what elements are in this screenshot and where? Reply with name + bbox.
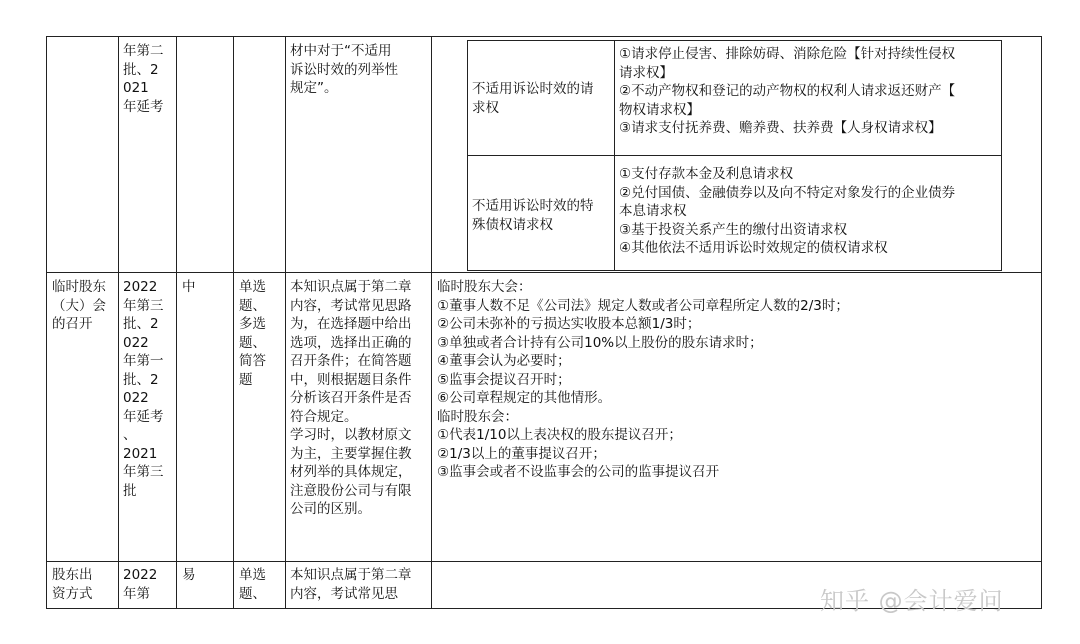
- row3-difficulty-cell: 易: [182, 567, 196, 583]
- row3-desc-cell: 本知识点属于第二章 内容，考试常见思: [290, 567, 412, 602]
- inner-row2-items: ①支付存款本金及利息请求权 ②兑付国债、金融债券以及向不特定对象发行的企业债券 本息请求权 ③基于投资关系产生的缴付出资请求权 ④其他依法不适用诉讼时效规定的债权请求权: [619, 166, 956, 256]
- row-divider-1: [46, 272, 1042, 273]
- inner-table-top: [467, 40, 1002, 41]
- inner-table-left: [467, 40, 468, 271]
- col-line-0: [46, 36, 47, 609]
- inner-table-mid: [467, 155, 1002, 156]
- watermark: 知乎 @会计爱问: [820, 587, 1004, 615]
- row2-desc-cell: 本知识点属于第二章 内容，考试常见思路 为，在选择题中给出 选项，选择出正确的 召开条件；在简答题 中，则根据题目条件 分析该召开条件是否 符合规定。 学习时，以教材原文 为主，主要掌握住教 材列举的具体规定， 注意股份公司与有限 公司的区别。: [290, 279, 412, 517]
- col-line-5: [431, 36, 432, 609]
- col-line-1: [118, 36, 119, 609]
- row2-difficulty-cell: 中: [182, 279, 196, 295]
- row3-topic-cell: 股东出 资方式: [52, 567, 93, 602]
- row2-year-cell: 2022 年第三 批、2 022 年第一 批、2 022 年延考 、 2021 年第三 批: [123, 279, 164, 499]
- table-border-top: [46, 36, 1042, 37]
- row1-year-cell: 年第二 批、2 021 年延考: [123, 43, 164, 115]
- inner-row2-title: 不适用诉讼时效的特 殊债权请求权: [472, 198, 594, 233]
- row3-year-cell: 2022 年第: [123, 567, 158, 602]
- inner-table-bottom: [467, 270, 1002, 271]
- row1-desc-cell: 材中对于“不适用 诉讼时效的列举性 规定”。: [290, 43, 398, 96]
- inner-row1-title: 不适用诉讼时效的请 求权: [472, 81, 594, 116]
- row-divider-2: [46, 561, 1042, 562]
- col-line-2: [176, 36, 177, 609]
- col-line-3: [233, 36, 234, 609]
- row3-type-cell: 单选 题、: [239, 567, 266, 602]
- row2-topic-cell: 临时股东 （大）会 的召开: [52, 279, 106, 332]
- col-line-4: [285, 36, 286, 609]
- inner-row1-items: ①请求停止侵害、排除妨碍、消除危险【针对持续性侵权 请求权】 ②不动产物权和登记的动产物权的权利人请求返还财产【 物权请求权】 ③请求支付抚养费、赡养费、扶养费【人身权请求权】: [619, 46, 956, 136]
- col-line-6: [1041, 36, 1042, 609]
- inner-table-col: [614, 40, 615, 271]
- row2-type-cell: 单选 题、 多选 题、 简答 题: [239, 279, 266, 388]
- row2-content-cell: 临时股东大会： ①董事人数不足《公司法》规定人数或者公司章程所定人数的2/3时； ②公司未弥补的亏损达实收股本总额1/3时； ③单独或者合计持有公司10%以上股份的股东请求时； ④董事会认为必要时； ⑤监事会提议召开时； ⑥公司章程规定的其他情形。 临时股东会： ①代表1/10以上表决权的股东提议召开； ②1/3以上的董事提议召开； ③监事会或者不设监事会的公司的监事提议召开: [437, 279, 849, 480]
